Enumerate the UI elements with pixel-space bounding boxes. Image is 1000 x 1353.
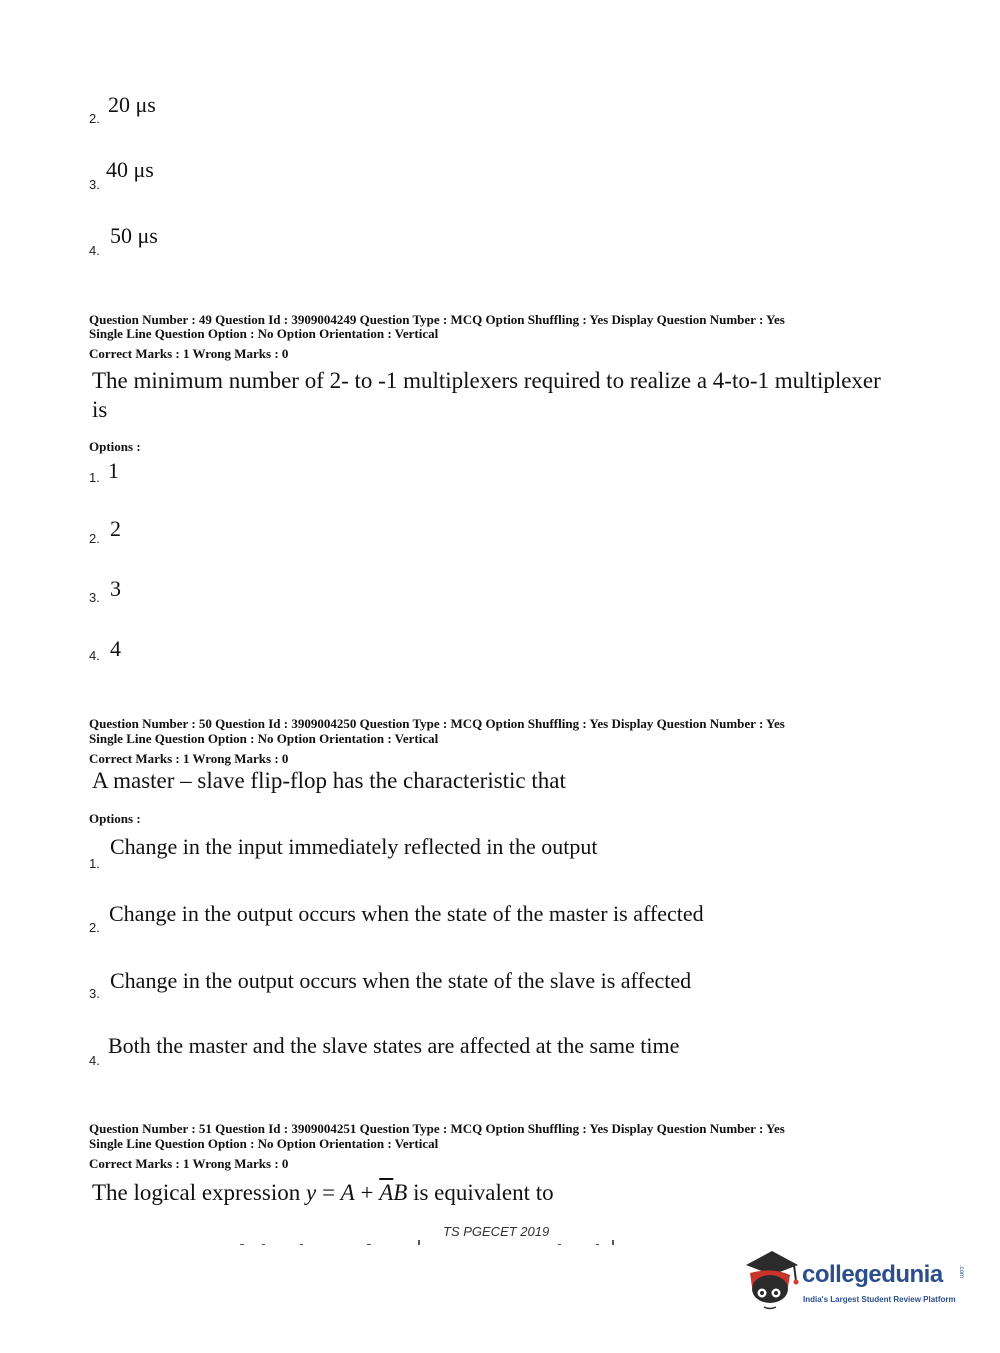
option-text: 3 (110, 576, 121, 601)
option-text: 4 (110, 636, 121, 661)
collegedunia-logo (740, 1247, 970, 1317)
options-label: Options : (89, 439, 141, 454)
option-text: 20 μs (108, 92, 156, 117)
divider (240, 1244, 244, 1245)
question-meta: Single Line Question Option : No Option Orientation : Vertical (89, 1136, 439, 1151)
expr-plus: + (354, 1180, 380, 1205)
question-text-prefix: The logical expression (92, 1180, 306, 1205)
option-text: 40 μs (106, 157, 154, 182)
option-text: 2 (110, 516, 121, 541)
divider (596, 1244, 599, 1245)
divider (558, 1244, 561, 1245)
question-meta: Question Number : 51 Question Id : 3909004251 Question Type : MCQ Option Shuffling : Yes Display Question Number : Yes (89, 1121, 785, 1136)
option-text: 50 μs (110, 223, 158, 248)
question-marks: Correct Marks : 1 Wrong Marks : 0 (89, 346, 289, 361)
divider (262, 1244, 265, 1245)
expr-a-bar: $\overline{A}$ (379, 1180, 394, 1205)
option-text: Change in the output occurs when the state of the master is affected (109, 901, 704, 926)
question-text: A master – slave flip-flop has the characteristic that (92, 768, 566, 793)
divider (367, 1244, 371, 1245)
question-text: is (92, 397, 108, 422)
logo-suffix: .com (958, 1265, 964, 1279)
question-marks: Correct Marks : 1 Wrong Marks : 0 (89, 1156, 289, 1171)
logo-tagline: India's Largest Student Review Platform (803, 1295, 956, 1304)
divider (300, 1244, 303, 1245)
option-text: Both the master and the slave states are affected at the same time (108, 1033, 680, 1058)
option-number: 2. (89, 111, 100, 126)
option-number: 2. (89, 531, 100, 546)
option-number: 3. (89, 986, 100, 1001)
question-meta: Single Line Question Option : No Option Orientation : Vertical (89, 731, 439, 746)
question-meta: Question Number : 50 Question Id : 3909004250 Question Type : MCQ Option Shuffling : Yes Display Question Number : Yes (89, 716, 785, 731)
divider (612, 1240, 614, 1245)
divider (418, 1240, 420, 1245)
question-meta: Single Line Question Option : No Option Orientation : Vertical (89, 326, 439, 341)
option-text: Change in the input immediately reflected in the output (110, 834, 598, 859)
option-number: 4. (89, 648, 100, 663)
question-text-suffix: is equivalent to (407, 1180, 554, 1205)
option-text: 1 (108, 458, 119, 483)
option-number: 4. (89, 1053, 100, 1068)
option-number: 3. (89, 590, 100, 605)
question-marks: Correct Marks : 1 Wrong Marks : 0 (89, 751, 289, 766)
option-number: 2. (89, 920, 100, 935)
option-number: 4. (89, 243, 100, 258)
expr-equals: = (316, 1180, 341, 1205)
expr-y: y (305, 1180, 317, 1205)
mascot-icon (740, 1247, 804, 1311)
logo-wordmark: collegedunia (802, 1261, 943, 1288)
question-text (92, 1180, 554, 1206)
expr-b: B (393, 1180, 408, 1205)
question-meta: Question Number : 49 Question Id : 3909004249 Question Type : MCQ Option Shuffling : Yes Display Question Number : Yes (89, 312, 785, 327)
option-number: 3. (89, 177, 100, 192)
option-text: Change in the output occurs when the state of the slave is affected (110, 968, 692, 993)
option-number: 1. (89, 856, 100, 871)
options-label: Options : (89, 811, 141, 826)
option-number: 1. (89, 470, 100, 485)
expr-a: A (340, 1180, 355, 1205)
question-text: The minimum number of 2- to -1 multiplexers required to realize a 4-to-1 multiplexer (92, 368, 881, 393)
page-footer: TS PGECET 2019 (443, 1224, 550, 1239)
